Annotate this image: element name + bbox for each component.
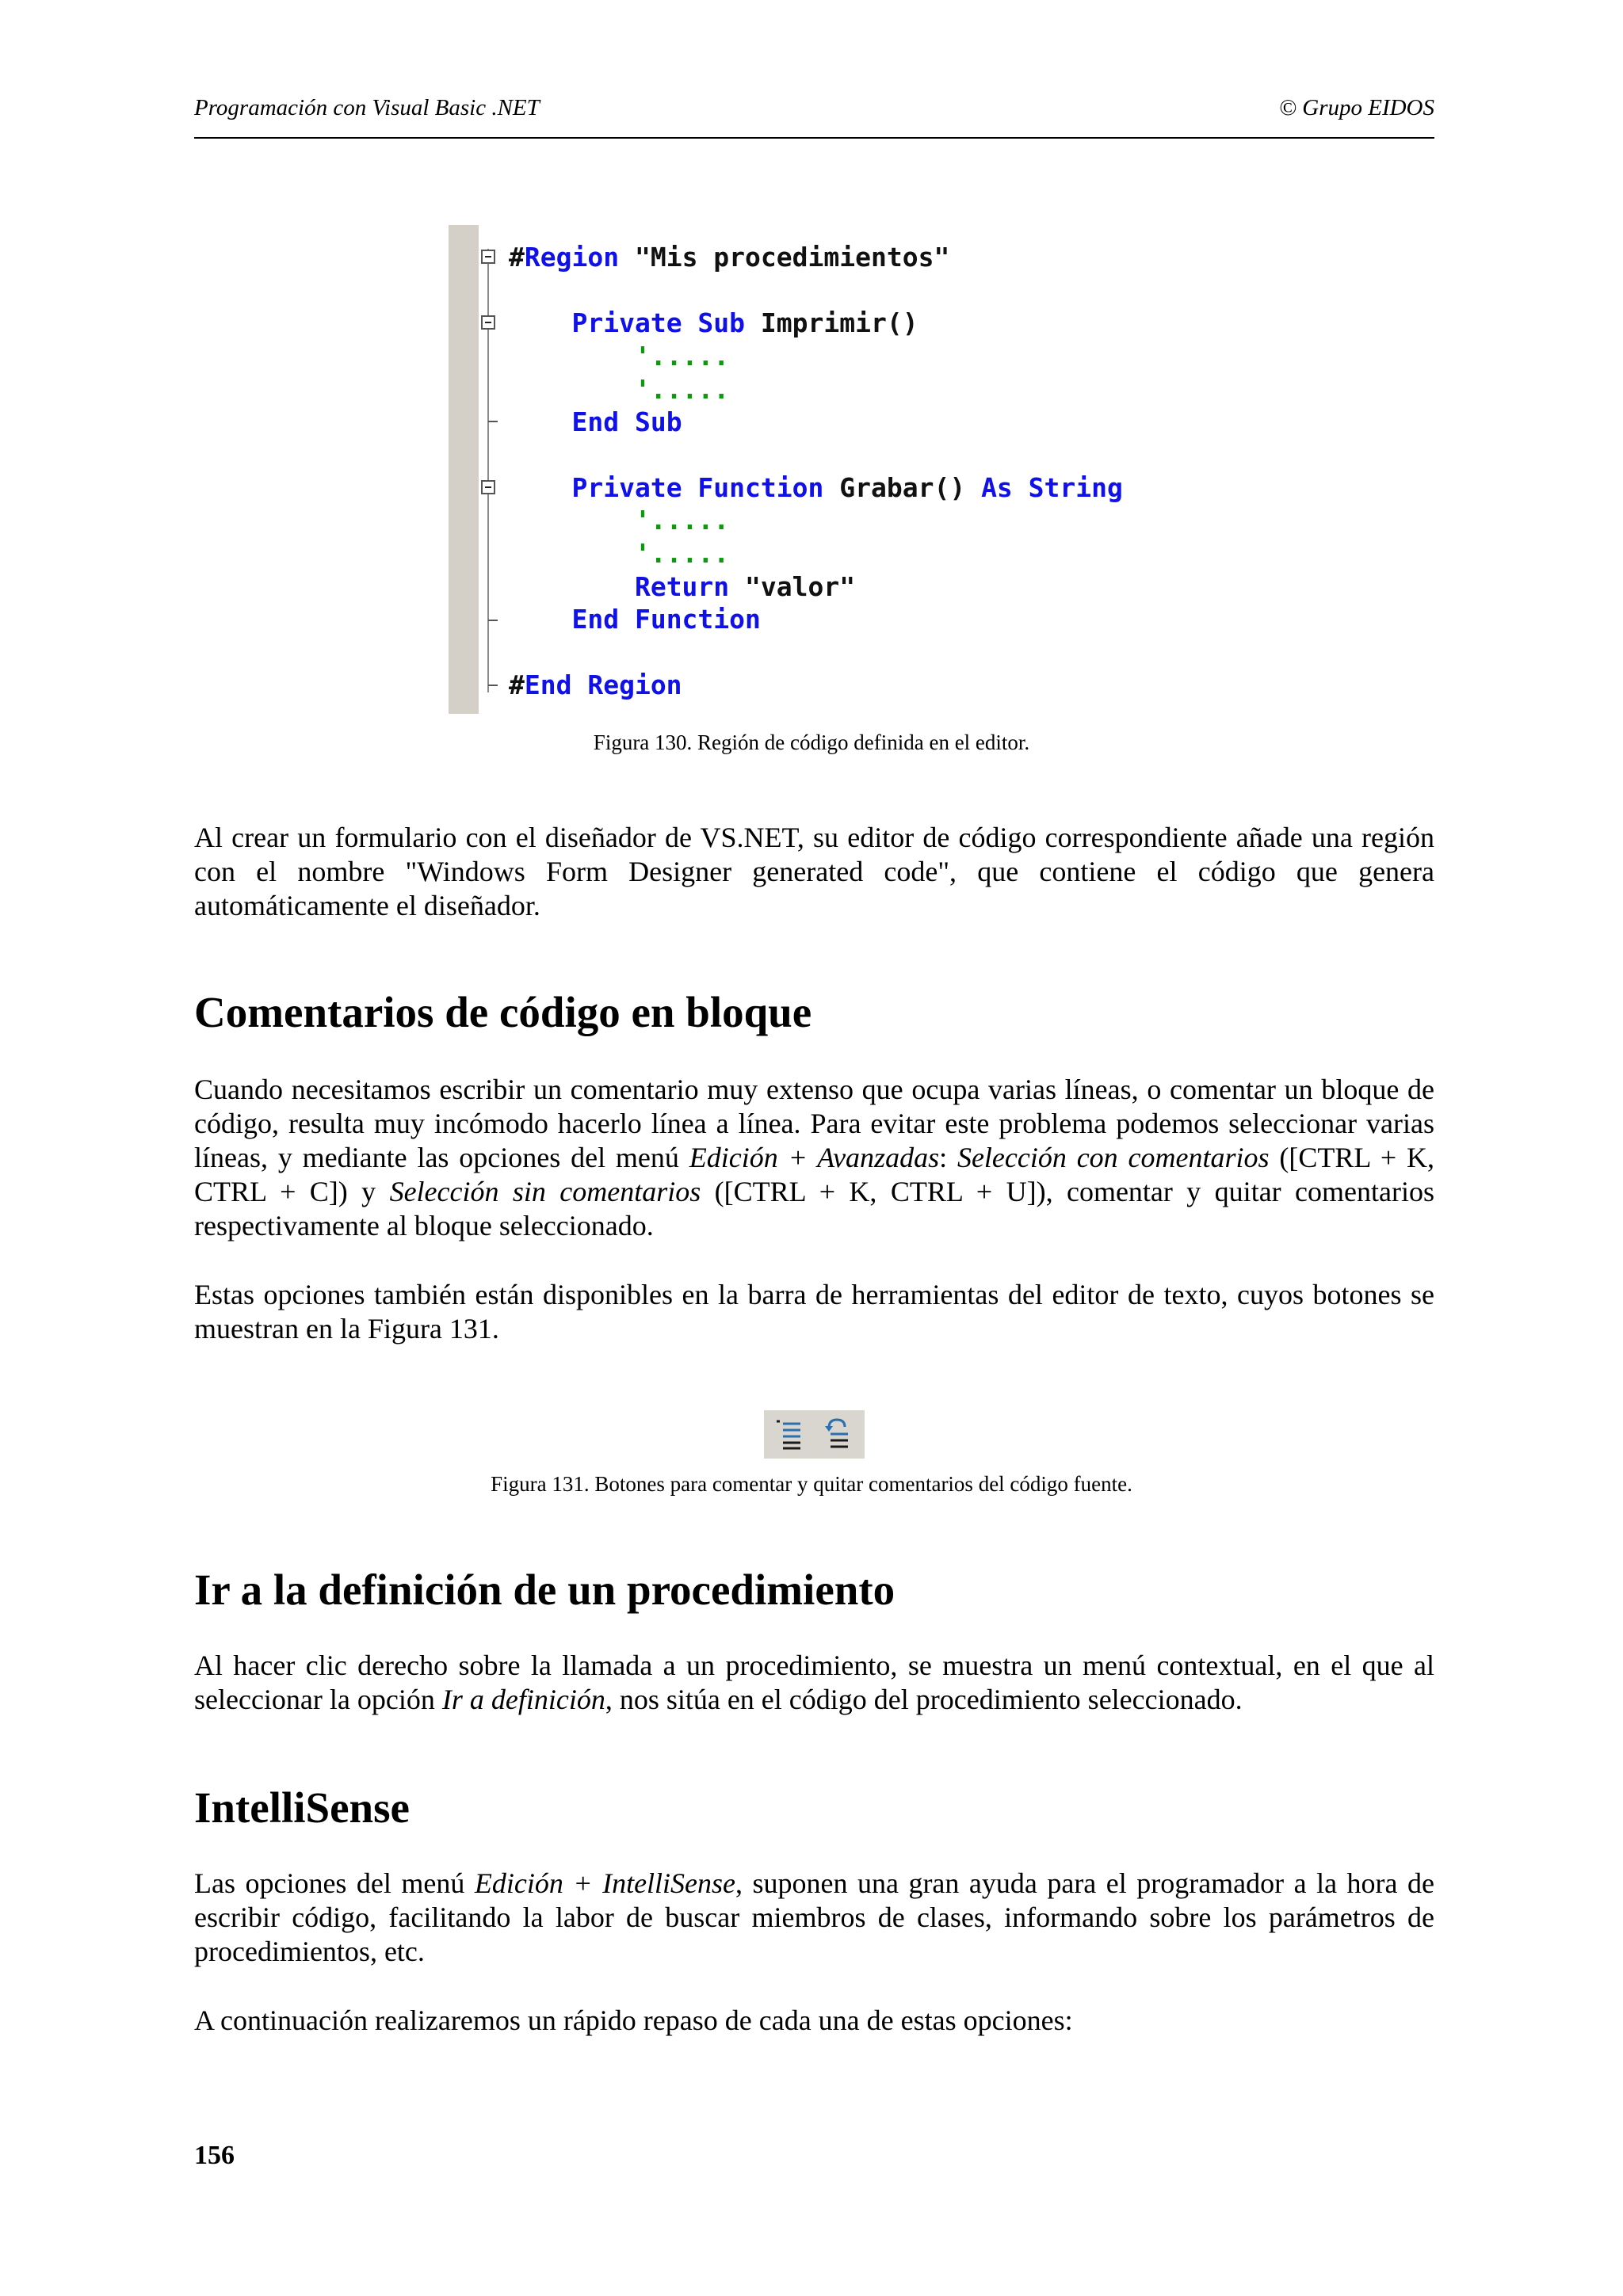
code-line <box>509 603 761 635</box>
code-token: End Sub <box>571 406 682 437</box>
outline-end-tick <box>488 421 498 422</box>
code-token: "valor" <box>729 571 856 602</box>
outline-end-tick <box>488 620 498 621</box>
page-number: 156 <box>194 2141 235 2170</box>
code-line <box>509 669 682 701</box>
code-line <box>509 373 729 406</box>
code-token <box>509 406 571 437</box>
code-token: '..... <box>509 374 730 405</box>
section-heading: Ir a la definición de un procedimiento <box>194 1566 896 1614</box>
comment-selection-icon[interactable] <box>772 1417 808 1453</box>
section-heading: IntelliSense <box>194 1783 410 1832</box>
code-line <box>509 241 949 273</box>
section-heading: Comentarios de código en bloque <box>194 988 812 1036</box>
figure-caption: Figura 131. Botones para comentar y quitar comentarios del código fuente. <box>491 1472 1132 1496</box>
paragraph-text: Estas opciones también están disponibles en la barra de herramientas del editor de texto, cuyos botones se muestran en la Figura 131. <box>194 1279 1434 1344</box>
code-line <box>509 307 918 339</box>
body-paragraph <box>194 2004 1434 2038</box>
text-run: Al hacer clic derecho sobre la llamada a un procedimiento, se muestra un menú contextual, en el que al seleccionar la opción <box>194 1650 1434 1715</box>
code-token <box>509 472 571 503</box>
paragraph-text: A continuación realizaremos un rápido repaso de cada una de estas opciones: <box>194 2004 1073 2036</box>
running-header-publisher: © Grupo EIDOS <box>1278 95 1434 120</box>
text-run: : <box>939 1142 957 1173</box>
menu-option: Ir a definición <box>441 1684 605 1715</box>
body-paragraph <box>194 1278 1434 1346</box>
code-line <box>509 570 855 603</box>
code-token: Region <box>524 242 620 273</box>
code-token: As String <box>981 472 1123 503</box>
menu-path: Edición + Avanzadas <box>689 1142 940 1173</box>
code-token: Private Function <box>571 472 824 503</box>
text-run: ([CTRL + K, CTRL + C]) y <box>194 1142 1434 1207</box>
code-token: End Function <box>571 604 761 635</box>
text-run: Las opciones del menú <box>194 1867 475 1899</box>
editor-gutter <box>449 225 479 714</box>
outline-end-tick <box>488 685 498 686</box>
code-line <box>509 406 682 438</box>
body-paragraph <box>194 1867 1434 1969</box>
paragraph-text <box>194 1073 1434 1243</box>
figure-caption: Figura 130. Región de código definida en el editor. <box>593 730 1030 754</box>
code-editor-figure <box>449 225 1178 714</box>
body-paragraph <box>194 1649 1434 1717</box>
code-token: '..... <box>509 341 730 372</box>
code-token: '..... <box>509 505 730 536</box>
menu-path: Edición + IntelliSense <box>474 1867 736 1899</box>
code-token: "Mis procedimientos" <box>619 242 950 273</box>
running-header-title: Programación con Visual Basic .NET <box>194 95 540 120</box>
menu-option: Selección con comentarios <box>957 1142 1270 1173</box>
text-run: ([CTRL + K, CTRL + U]), comentar y quitar comentarios respectivamente al bloque seleccionado. <box>194 1176 1434 1241</box>
paragraph-text <box>194 1867 1434 1969</box>
code-token <box>509 307 571 338</box>
code-token <box>509 571 635 602</box>
collapse-sub-icon[interactable] <box>481 315 495 330</box>
comment-toolbar <box>764 1410 865 1459</box>
paragraph-text: Al crear un formulario con el diseñador de VS.NET, su editor de código correspondiente añade una región con el nombre "Windows Form Designer generated code", que contiene el código que genera automáticamente el diseñador. <box>194 822 1434 921</box>
code-token: Private Sub <box>571 307 746 338</box>
code-line <box>509 471 1123 504</box>
body-paragraph <box>194 821 1434 923</box>
paragraph-text <box>194 1649 1434 1717</box>
uncomment-selection-icon[interactable] <box>819 1417 856 1453</box>
code-token: # <box>509 669 525 700</box>
header-rule <box>194 137 1434 139</box>
text-run: Cuando necesitamos escribir un comentario muy extenso que ocupa varias líneas, o comentar un bloque de código, resulta muy incómodo hacerlo línea a línea. Para evitar este problema podemos seleccionar varias líneas, y mediante las opciones del menú <box>194 1074 1434 1173</box>
code-token: # <box>509 242 525 273</box>
code-token: Grabar() <box>823 472 982 503</box>
code-token: Imprimir() <box>745 307 918 338</box>
code-token <box>509 604 571 635</box>
code-line <box>509 504 729 536</box>
code-token: Return <box>634 571 730 602</box>
text-run: , suponen una gran ayuda para el programador a la hora de escribir código, facilitando la labor de buscar miembros de clases, informando sobre los parámetros de procedimientos, etc. <box>194 1867 1434 1967</box>
body-paragraph <box>194 1073 1434 1243</box>
code-token: End Region <box>524 669 682 700</box>
code-token: '..... <box>509 538 730 569</box>
menu-option: Selección sin comentarios <box>389 1176 701 1207</box>
collapse-region-icon[interactable] <box>481 250 495 264</box>
collapse-function-icon[interactable] <box>481 480 495 494</box>
text-run: , nos sitúa en el código del procedimiento seleccionado. <box>605 1684 1243 1715</box>
code-line <box>509 340 729 372</box>
code-line <box>509 537 729 570</box>
